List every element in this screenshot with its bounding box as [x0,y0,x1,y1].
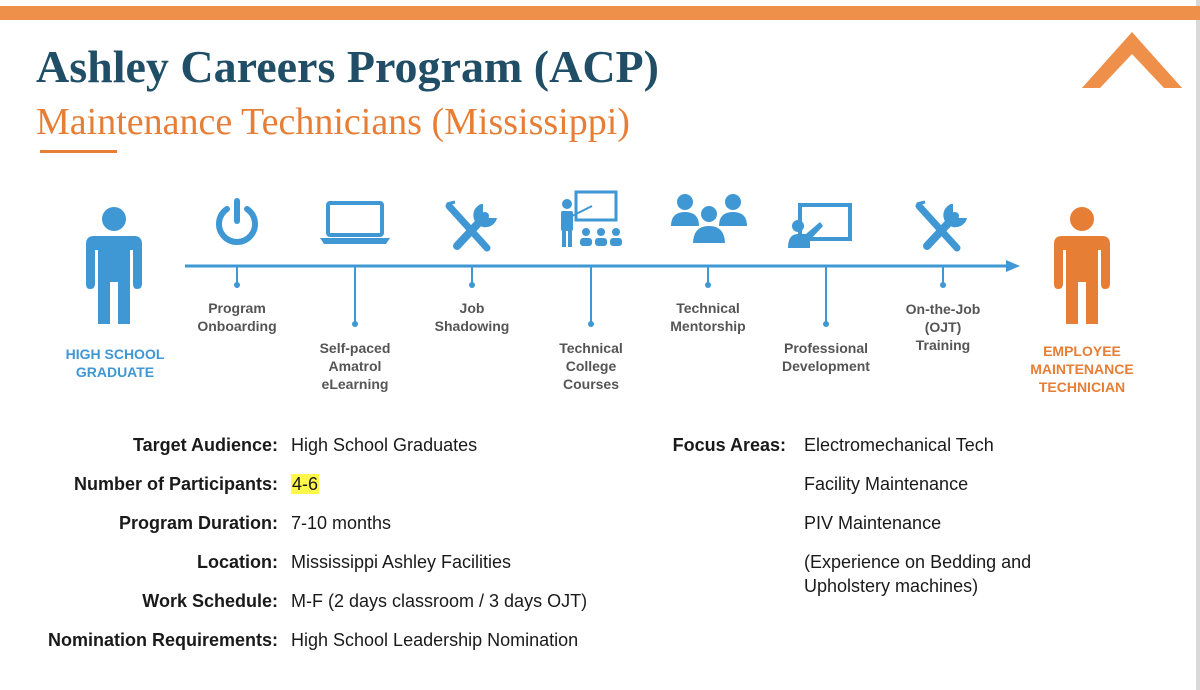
laptop-icon [318,200,392,246]
focus-item: Facility Maintenance [804,474,969,494]
focus-areas-label: Focus Areas: [672,435,786,455]
duration-value: 7-10 months [291,513,392,533]
step-label-line: On-the-Job [905,301,981,317]
schedule-value: M-F (2 days classroom / 3 days OJT) [291,591,588,611]
participants-label: Number of Participants: [73,474,278,494]
step-label-ojt [873,300,1013,354]
schedule-label: Work Schedule: [142,591,278,611]
start-label-line: GRADUATE [75,364,155,380]
end-label-line: EMPLOYEE [1043,343,1121,359]
step-label-elearning [285,339,425,393]
step-label-line: Training [915,337,971,353]
step-label-onboarding [167,299,307,335]
step-label-line: Mentorship [670,318,746,334]
step-label-line: (OJT) [924,319,962,335]
presentation-icon [786,202,854,250]
focus-item: PIV Maintenance [804,513,942,533]
target-audience-value: High School Graduates [291,435,478,455]
step-label-shadowing [402,299,542,335]
participants-highlight: 4-6 [292,474,319,494]
step-label-line: eLearning [321,376,389,392]
step-label-line: Job [459,300,485,316]
step-label-line: Courses [562,376,620,392]
location-value: Mississippi Ashley Facilities [291,552,512,572]
step-label-line: Shadowing [434,318,510,334]
step-label-line: Technical [559,340,623,356]
group-icon [668,192,750,246]
step-label-line: Onboarding [197,318,277,334]
end-label-line: TECHNICIAN [1038,379,1126,395]
classroom-icon [556,188,626,250]
participants-value [291,474,319,495]
step-label-line: Amatrol [328,358,382,374]
tools-icon [913,200,971,256]
nomination-label: Nomination Requirements: [47,630,278,650]
step-label-mentorship [638,299,778,335]
focus-note [804,550,1031,598]
power-icon [212,197,262,247]
page-title: Ashley Careers Program (ACP) [36,41,659,92]
step-label-line: Program [208,300,266,316]
nomination-value: High School Leadership Nomination [291,630,579,650]
step-label-line: Development [782,358,870,374]
step-label-line: Professional [783,340,869,356]
step-label-line: Self-paced [319,340,391,356]
focus-note-line: (Experience on Bedding and [804,552,1032,572]
start-label-line: HIGH SCHOOL [65,346,165,362]
page-subtitle: Maintenance Technicians (Mississippi) [36,101,630,143]
step-label-line: College [565,358,617,374]
step-label-college [521,339,661,393]
step-label-line: Technical [676,300,740,316]
location-label: Location: [197,552,278,572]
target-audience-label: Target Audience: [132,435,278,455]
focus-note-line: Upholstery machines) [804,576,979,596]
tools-icon [443,200,501,256]
end-label-line: MAINTENANCE [1030,361,1134,377]
duration-label: Program Duration: [118,513,278,533]
focus-item: Electromechanical Tech [804,435,994,455]
